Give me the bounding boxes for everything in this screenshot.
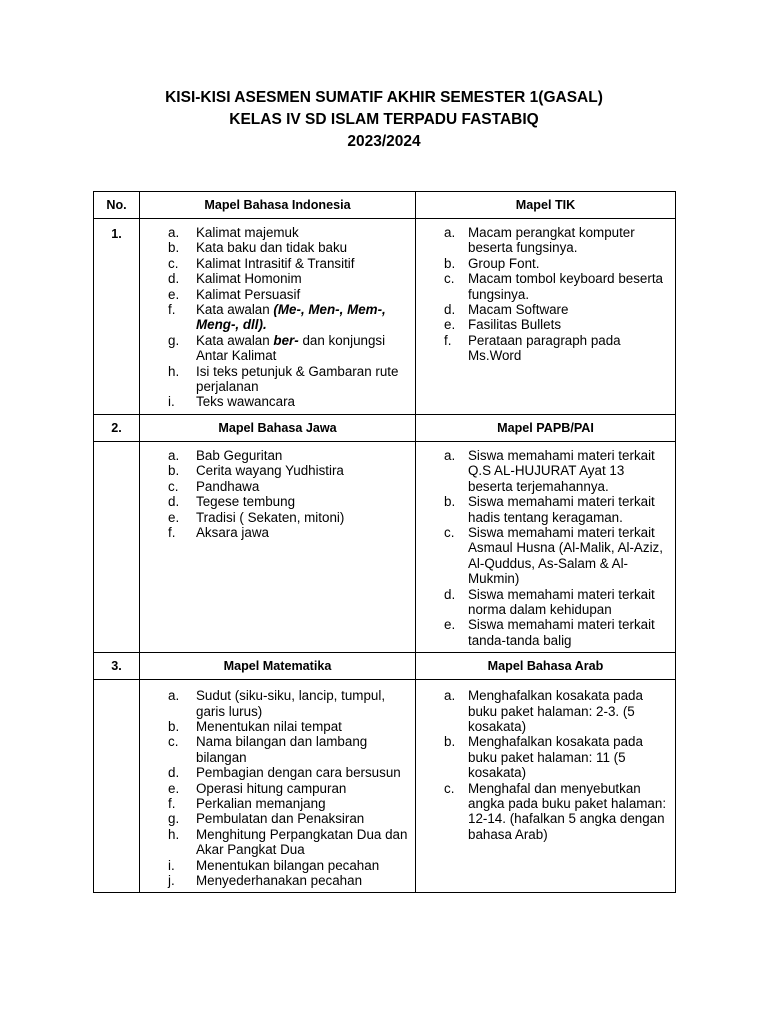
section-left-cell [140, 680, 416, 893]
list-item: a. Menghafalkan kosakata pada buku paket halaman: 2-3. (5 kosakata) [444, 688, 643, 734]
list-item: f. Aksara jawa [168, 524, 269, 540]
list-item: b. Group Font. [444, 255, 540, 271]
topic-list [140, 219, 415, 414]
section-number: 3. [94, 653, 140, 680]
list-item: c. Siswa memahami materi terkait Asmaul Husna (Al-Malik, Al-Aziz, Al-Quddus, As-Salam & Al-Mukmin) [444, 524, 663, 587]
empty-number-cell [94, 441, 140, 652]
list-item: g. Pembulatan dan Penaksiran [168, 811, 365, 827]
list-item: c. Nama bilangan dan lambang bilangan [168, 734, 368, 765]
section-row [94, 680, 676, 893]
subject-title-left: Mapel Matematika [140, 653, 416, 680]
list-item: a. Macam perangkat komputer beserta fungsinya. [444, 225, 635, 256]
list-item: e. Siswa memahami materi terkait tanda-tanda balig [444, 617, 655, 648]
section-right-cell [416, 680, 676, 893]
column-header-right: Mapel TIK [416, 192, 676, 219]
section-number: 1. [94, 219, 140, 415]
list-item: f. Perkalian memanjang [168, 796, 326, 811]
topic-list [416, 219, 675, 368]
subject-title-left: Mapel Bahasa Jawa [140, 414, 416, 441]
list-item: c. Pandhawa [168, 478, 260, 494]
section-header-row [94, 414, 676, 441]
column-header-left: Mapel Bahasa Indonesia [140, 192, 416, 219]
topic-list [416, 442, 675, 652]
document-title [0, 87, 768, 153]
list-item: a. Siswa memahami materi terkait Q.S AL-HUJURAT Ayat 13 beserta terjemahannya. [444, 447, 655, 494]
list-item: g. Kata awalan ber- dan konjungsi Antar Kalimat [168, 332, 386, 364]
list-item: e. Tradisi ( Sekaten, mitoni) [168, 509, 345, 525]
list-item: i. Menentukan bilangan pecahan [168, 857, 380, 873]
section-row [94, 219, 676, 415]
section-right-cell [416, 219, 676, 415]
section-row [94, 441, 676, 652]
list-item: c. Menghafal dan menyebutkan angka pada buku paket halaman: 12-14. (hafalkan 5 angka dengan bahasa Arab) [444, 780, 667, 842]
list-item: e. Operasi hitung campuran [168, 780, 347, 796]
list-item: b. Kata baku dan tidak baku [168, 240, 348, 256]
title-line-3: 2023/2024 [347, 133, 421, 150]
table-header-row [94, 192, 676, 219]
topic-list [140, 442, 415, 544]
subject-title-right: Mapel Bahasa Arab [416, 653, 676, 680]
section-right-cell [416, 441, 676, 652]
list-item: b. Menghafalkan kosakata pada buku paket halaman: 11 (5 kosakata) [444, 734, 643, 781]
list-item: e. Kalimat Persuasif [168, 286, 301, 302]
list-item: h. Isi teks petunjuk & Gambaran rute perjalanan [168, 363, 399, 395]
subject-title-right: Mapel PAPB/PAI [416, 414, 676, 441]
list-item: i. Teks wawancara [168, 394, 295, 410]
list-item: j. Menyederhanakan pecahan [168, 873, 363, 889]
topic-list [416, 680, 675, 846]
list-item: b. Siswa memahami materi terkait hadis tentang keragaman. [444, 494, 655, 525]
list-item: d. Siswa memahami materi terkait norma dalam kehidupan [444, 586, 655, 617]
list-item: d. Kalimat Homonim [168, 271, 302, 287]
list-item: a. Sudut (siku-siku, lancip, tumpul, garis lurus) [168, 688, 386, 719]
list-item: f. Perataan paragraph pada Ms.Word [444, 332, 621, 364]
column-header-no: No. [94, 192, 140, 219]
section-left-cell [140, 219, 416, 415]
section-left-cell [140, 441, 416, 652]
list-item: e. Fasilitas Bullets [444, 317, 562, 333]
topic-list [140, 680, 415, 892]
list-item: d. Pembagian dengan cara bersusun [168, 765, 401, 781]
kisi-kisi-table [93, 191, 676, 893]
list-item: a. Bab Geguritan [168, 447, 283, 463]
list-item: d. Tegese tembung [168, 494, 296, 510]
list-item: b. Cerita wayang Yudhistira [168, 463, 344, 479]
list-item: f. Kata awalan (Me-, Men-, Mem-, Meng-, dll). [168, 302, 386, 333]
title-line-2: KELAS IV SD ISLAM TERPADU FASTABIQ [229, 111, 539, 128]
list-item: d. Macam Software [444, 302, 569, 318]
title-line-1: KISI-KISI ASESMEN SUMATIF AKHIR SEMESTER 1(GASAL) [165, 89, 603, 106]
list-item: h. Menghitung Perpangkatan Dua dan Akar Pangkat Dua [168, 826, 408, 858]
list-item: b. Menentukan nilai tempat [168, 718, 342, 734]
empty-number-cell [94, 680, 140, 893]
section-header-row [94, 653, 676, 680]
section-number: 2. [94, 414, 140, 441]
list-item: c. Kalimat Intrasitif & Transitif [168, 255, 355, 271]
list-item: c. Macam tombol keyboard beserta fungsinya. [444, 271, 664, 302]
list-item: a. Kalimat majemuk [168, 225, 299, 240]
